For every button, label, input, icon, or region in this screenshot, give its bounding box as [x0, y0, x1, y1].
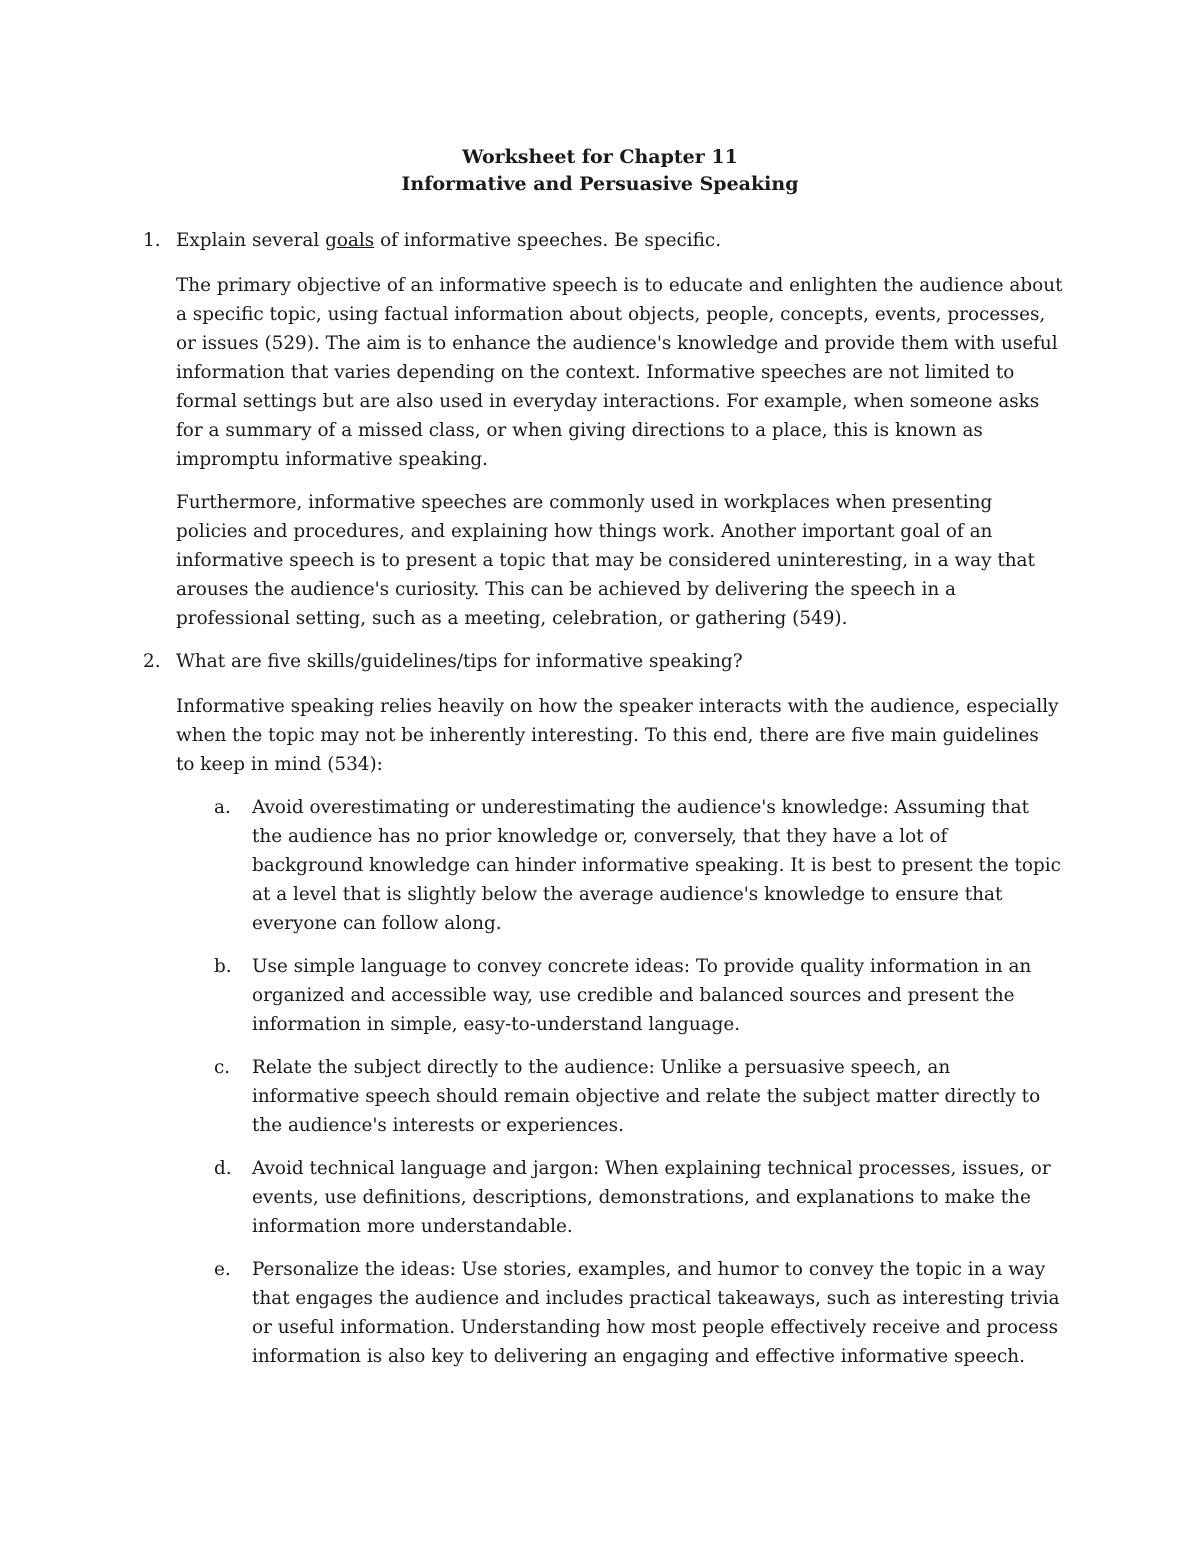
guidelines-list: [176, 793, 1063, 1371]
question-number: 1.: [143, 230, 161, 251]
question-number: 2.: [143, 651, 161, 672]
question-text-part: Explain several: [176, 230, 326, 251]
list-item-text: Use simple language to convey concrete ideas: To provide quality information in an organized and accessible way, use credible and balanced sources and present the information in simple, easy-to-understand language.: [252, 956, 1032, 1035]
answer-paragraph: The primary objective of an informative speech is to educate and enlighten the audience about a specific topic, using factual information about objects, people, concepts, events, processes, or issues (529). The aim is to enhance the audience's knowledge and provide them with useful information that varies depending on the context. Informative speeches are not limited to formal settings but are also used in everyday interactions. For example, when someone asks for a summary of a missed class, or when giving directions to a place, this is known as impromptu informative speaking.: [176, 275, 1063, 470]
list-letter: c.: [214, 1057, 231, 1078]
list-item: [176, 793, 1063, 938]
answer-2: [176, 692, 1063, 779]
list-item-text: Relate the subject directly to the audience: Unlike a persuasive speech, an informative speech should remain objective and relate the subject matter directly to the audience's interests or experiences.: [252, 1057, 1041, 1136]
list-item-text: Avoid overestimating or underestimating the audience's knowledge: Assuming that the audience has no prior knowledge or, conversely, that they have a lot of background knowledge can hinder informative speaking. It is best to present the topic at a level that is slightly below the average audience's knowledge to ensure that everyone can follow along.: [252, 797, 1061, 934]
list-item: [176, 1053, 1063, 1140]
list-item: [176, 1255, 1063, 1371]
worksheet-content: [143, 226, 1063, 1385]
list-item: [176, 952, 1063, 1039]
answer-intro: Informative speaking relies heavily on how the speaker interacts with the audience, especially when the topic may not be inherently interesting. To this end, there are five main guidelines to keep in mind (534):: [176, 696, 1059, 775]
title-line-2: Informative and Persuasive Speaking: [401, 173, 799, 195]
question-2: [143, 647, 1063, 676]
document-title: [0, 144, 1200, 198]
question-1: [143, 226, 1063, 255]
list-letter: a.: [214, 797, 231, 818]
question-text: What are five skills/guidelines/tips for informative speaking?: [176, 651, 743, 672]
list-letter: b.: [214, 956, 232, 977]
answer-1: [176, 271, 1063, 633]
answer-paragraph: Furthermore, informative speeches are commonly used in workplaces when presenting policies and procedures, and explaining how things work. Another important goal of an informative speech is to present a topic that may be considered uninteresting, in a way that arouses the audience's curiosity. This can be achieved by delivering the speech in a professional setting, such as a meeting, celebration, or gathering (549).: [176, 492, 1035, 629]
list-item-text: Avoid technical language and jargon: When explaining technical processes, issues, or events, use definitions, descriptions, demonstrations, and explanations to make the information more understandable.: [252, 1158, 1051, 1237]
list-letter: e.: [214, 1259, 231, 1280]
question-text: [176, 226, 1063, 255]
list-item: [176, 1154, 1063, 1241]
list-item-text: Personalize the ideas: Use stories, examples, and humor to convey the topic in a way that engages the audience and includes practical takeaways, such as interesting trivia or useful information. Understanding how most people effectively receive and process information is also key to delivering an engaging and effective informative speech.: [252, 1259, 1060, 1367]
title-line-1: Worksheet for Chapter 11: [462, 146, 738, 168]
underlined-word: goals: [325, 230, 375, 251]
question-text-part: of informative speeches. Be specific.: [374, 230, 722, 251]
list-letter: d.: [214, 1158, 232, 1179]
